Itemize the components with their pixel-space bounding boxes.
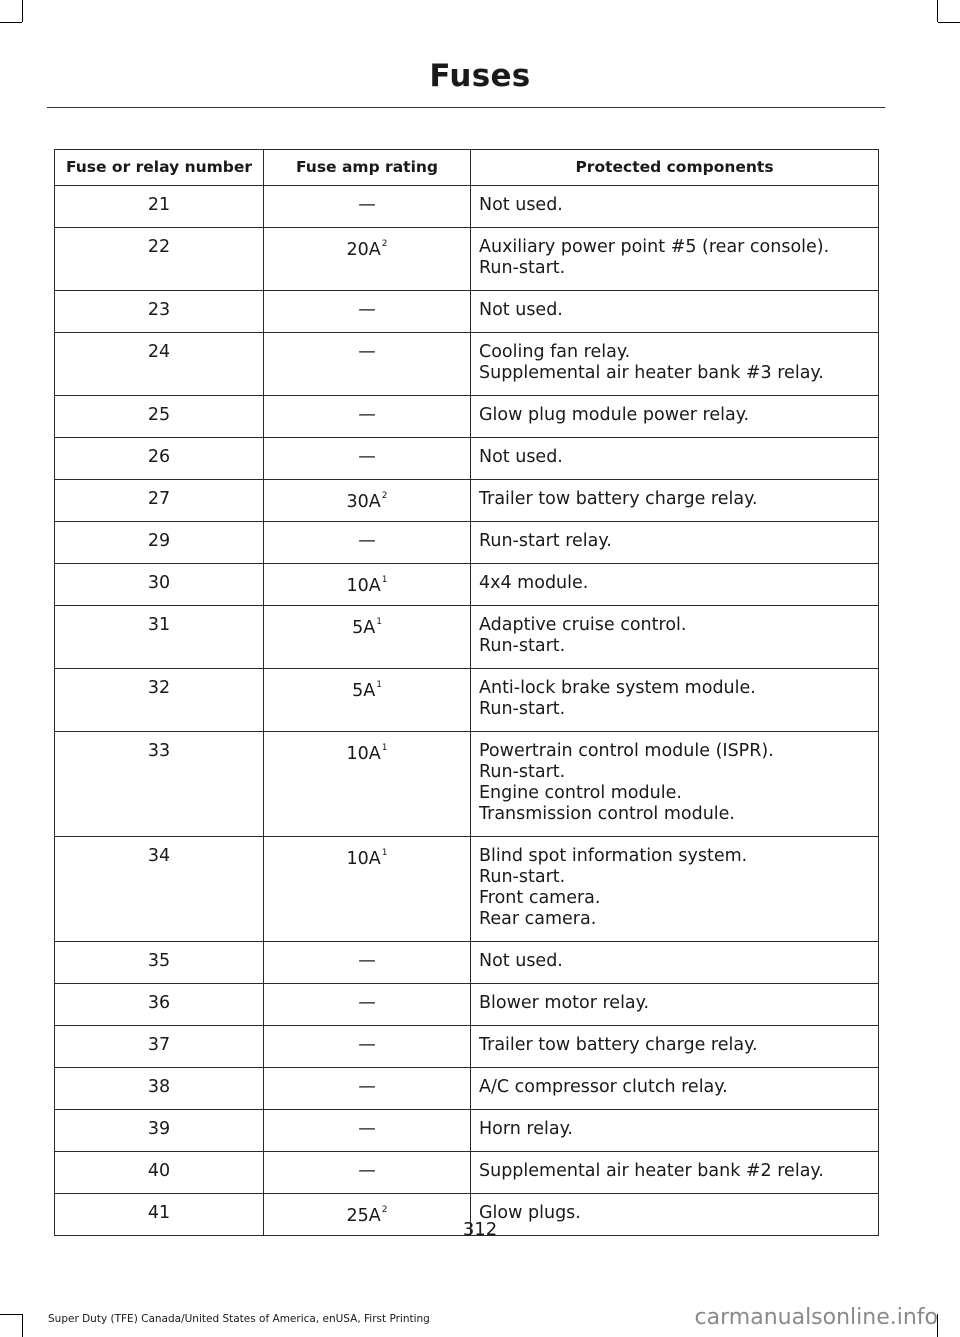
amp-rating-value: 10A <box>346 576 381 596</box>
amp-rating-cell <box>264 1110 471 1152</box>
component-line: Trailer tow battery charge relay. <box>479 489 758 509</box>
amp-rating-cell <box>264 837 471 942</box>
component-line: Supplemental air heater bank #3 relay. <box>479 363 824 383</box>
protected-components-cell <box>471 564 879 606</box>
amp-rating-cell <box>264 522 471 564</box>
protected-components-cell <box>471 606 879 669</box>
component-line: Front camera. <box>479 888 601 908</box>
component-line: A/C compressor clutch relay. <box>479 1077 728 1097</box>
component-line: Adaptive cruise control. <box>479 615 687 635</box>
title-divider <box>47 107 885 108</box>
amp-rating-value: — <box>358 1119 376 1139</box>
crop-mark <box>22 0 23 22</box>
publication-footer: Super Duty (TFE) Canada/United States of America, enUSA, First Printing <box>48 1313 430 1325</box>
amp-rating-value: 10A <box>346 744 381 764</box>
crop-mark <box>938 22 960 23</box>
table-row <box>55 837 879 942</box>
amp-rating-cell <box>264 1068 471 1110</box>
footnote-marker: 1 <box>381 848 388 858</box>
column-header-components: Protected components <box>471 150 879 186</box>
component-line: Horn relay. <box>479 1119 573 1139</box>
table-row <box>55 522 879 564</box>
amp-rating-cell <box>264 1152 471 1194</box>
amp-rating-cell <box>264 186 471 228</box>
component-line: Glow plugs. <box>479 1203 581 1223</box>
table-row <box>55 333 879 396</box>
amp-rating-value: — <box>358 1161 376 1181</box>
fuse-number-cell: 22 <box>55 228 264 291</box>
amp-rating-cell <box>264 438 471 480</box>
component-line: Cooling fan relay. <box>479 342 631 362</box>
fuse-number-cell: 23 <box>55 291 264 333</box>
amp-rating-cell <box>264 984 471 1026</box>
amp-rating-cell <box>264 333 471 396</box>
table-row <box>55 291 879 333</box>
table-row <box>55 942 879 984</box>
crop-mark <box>937 0 938 22</box>
component-line: 4x4 module. <box>479 573 589 593</box>
component-line: Transmission control module. <box>479 804 735 824</box>
amp-rating-cell <box>264 732 471 837</box>
amp-rating-value: — <box>358 195 376 215</box>
component-line: Not used. <box>479 951 563 971</box>
footnote-marker: 2 <box>381 491 388 501</box>
crop-mark <box>0 1314 22 1315</box>
fuse-number-cell: 35 <box>55 942 264 984</box>
component-line: Supplemental air heater bank #2 relay. <box>479 1161 824 1181</box>
fuse-number-cell: 38 <box>55 1068 264 1110</box>
table-row <box>55 186 879 228</box>
table-row <box>55 1026 879 1068</box>
fuse-table-body <box>55 186 879 1236</box>
footnote-marker: 1 <box>381 743 388 753</box>
amp-rating-cell <box>264 564 471 606</box>
fuse-number-cell: 26 <box>55 438 264 480</box>
page-title: Fuses <box>429 58 531 94</box>
fuse-number-cell: 27 <box>55 480 264 522</box>
protected-components-cell <box>471 186 879 228</box>
amp-rating-value: — <box>358 1077 376 1097</box>
column-header-amp: Fuse amp rating <box>264 150 471 186</box>
fuse-number-cell: 25 <box>55 396 264 438</box>
table-row <box>55 1152 879 1194</box>
amp-rating-value: — <box>358 993 376 1013</box>
footnote-marker: 2 <box>381 239 388 249</box>
protected-components-cell <box>471 480 879 522</box>
fuse-table <box>54 149 879 1236</box>
component-line: Run-start relay. <box>479 531 612 551</box>
amp-rating-cell <box>264 480 471 522</box>
crop-mark <box>22 1314 23 1337</box>
amp-rating-value: 25A <box>346 1206 381 1226</box>
protected-components-cell <box>471 669 879 732</box>
protected-components-cell <box>471 228 879 291</box>
amp-rating-value: — <box>358 531 376 551</box>
protected-components-cell <box>471 1068 879 1110</box>
footnote-marker: 2 <box>381 1205 388 1215</box>
fuse-number-cell: 37 <box>55 1026 264 1068</box>
fuse-number-cell: 33 <box>55 732 264 837</box>
fuse-number-cell: 32 <box>55 669 264 732</box>
amp-rating-value: 30A <box>346 492 381 512</box>
component-line: Auxiliary power point #5 (rear console). <box>479 237 830 257</box>
component-line: Run-start. <box>479 762 566 782</box>
page-number: 312 <box>462 1219 498 1240</box>
table-row <box>55 1068 879 1110</box>
protected-components-cell <box>471 732 879 837</box>
amp-rating-cell <box>264 396 471 438</box>
protected-components-cell <box>471 333 879 396</box>
component-line: Not used. <box>479 195 563 215</box>
protected-components-cell <box>471 522 879 564</box>
fuse-number-cell: 21 <box>55 186 264 228</box>
component-line: Engine control module. <box>479 783 682 803</box>
fuse-number-cell: 39 <box>55 1110 264 1152</box>
fuse-number-cell: 29 <box>55 522 264 564</box>
watermark: carmanualsonline.info <box>694 1305 938 1330</box>
amp-rating-cell <box>264 228 471 291</box>
protected-components-cell <box>471 942 879 984</box>
fuse-number-cell: 30 <box>55 564 264 606</box>
amp-rating-value: — <box>358 300 376 320</box>
footnote-marker: 1 <box>381 575 388 585</box>
table-row <box>55 438 879 480</box>
amp-rating-value: — <box>358 405 376 425</box>
table-row <box>55 984 879 1026</box>
component-line: Run-start. <box>479 867 566 887</box>
table-row <box>55 480 879 522</box>
amp-rating-value: — <box>358 342 376 362</box>
protected-components-cell <box>471 396 879 438</box>
amp-rating-value: — <box>358 1035 376 1055</box>
amp-rating-cell <box>264 291 471 333</box>
component-line: Powertrain control module (ISPR). <box>479 741 774 761</box>
table-row <box>55 669 879 732</box>
amp-rating-value: 5A <box>352 618 376 638</box>
component-line: Trailer tow battery charge relay. <box>479 1035 758 1055</box>
amp-rating-cell <box>264 669 471 732</box>
footnote-marker: 1 <box>376 617 382 627</box>
table-row <box>55 606 879 669</box>
table-row <box>55 564 879 606</box>
component-line: Glow plug module power relay. <box>479 405 750 425</box>
amp-rating-cell <box>264 1026 471 1068</box>
component-line: Anti-lock brake system module. <box>479 678 756 698</box>
component-line: Run-start. <box>479 258 566 278</box>
table-row <box>55 396 879 438</box>
crop-mark <box>0 22 22 23</box>
component-line: Run-start. <box>479 636 566 656</box>
amp-rating-cell <box>264 606 471 669</box>
component-line: Run-start. <box>479 699 566 719</box>
fuse-number-cell: 36 <box>55 984 264 1026</box>
protected-components-cell <box>471 1152 879 1194</box>
amp-rating-value: — <box>358 951 376 971</box>
amp-rating-cell <box>264 942 471 984</box>
protected-components-cell <box>471 984 879 1026</box>
fuse-number-cell: 41 <box>55 1194 264 1236</box>
component-line: Not used. <box>479 447 563 467</box>
amp-rating-value: — <box>358 447 376 467</box>
fuse-number-cell: 24 <box>55 333 264 396</box>
fuse-number-cell: 34 <box>55 837 264 942</box>
component-line: Rear camera. <box>479 909 597 929</box>
table-row <box>55 732 879 837</box>
amp-rating-value: 5A <box>352 681 376 701</box>
footnote-marker: 1 <box>376 680 382 690</box>
protected-components-cell <box>471 1026 879 1068</box>
table-row <box>55 1110 879 1152</box>
fuse-number-cell: 31 <box>55 606 264 669</box>
protected-components-cell <box>471 837 879 942</box>
protected-components-cell <box>471 1110 879 1152</box>
fuse-number-cell: 40 <box>55 1152 264 1194</box>
table-row <box>55 228 879 291</box>
protected-components-cell <box>471 438 879 480</box>
component-line: Not used. <box>479 300 563 320</box>
amp-rating-value: 10A <box>346 849 381 869</box>
protected-components-cell <box>471 291 879 333</box>
component-line: Blower motor relay. <box>479 993 650 1013</box>
component-line: Blind spot information system. <box>479 846 748 866</box>
amp-rating-value: 20A <box>346 240 381 260</box>
column-header-number: Fuse or relay number <box>55 150 264 186</box>
table-header-row <box>55 150 879 186</box>
